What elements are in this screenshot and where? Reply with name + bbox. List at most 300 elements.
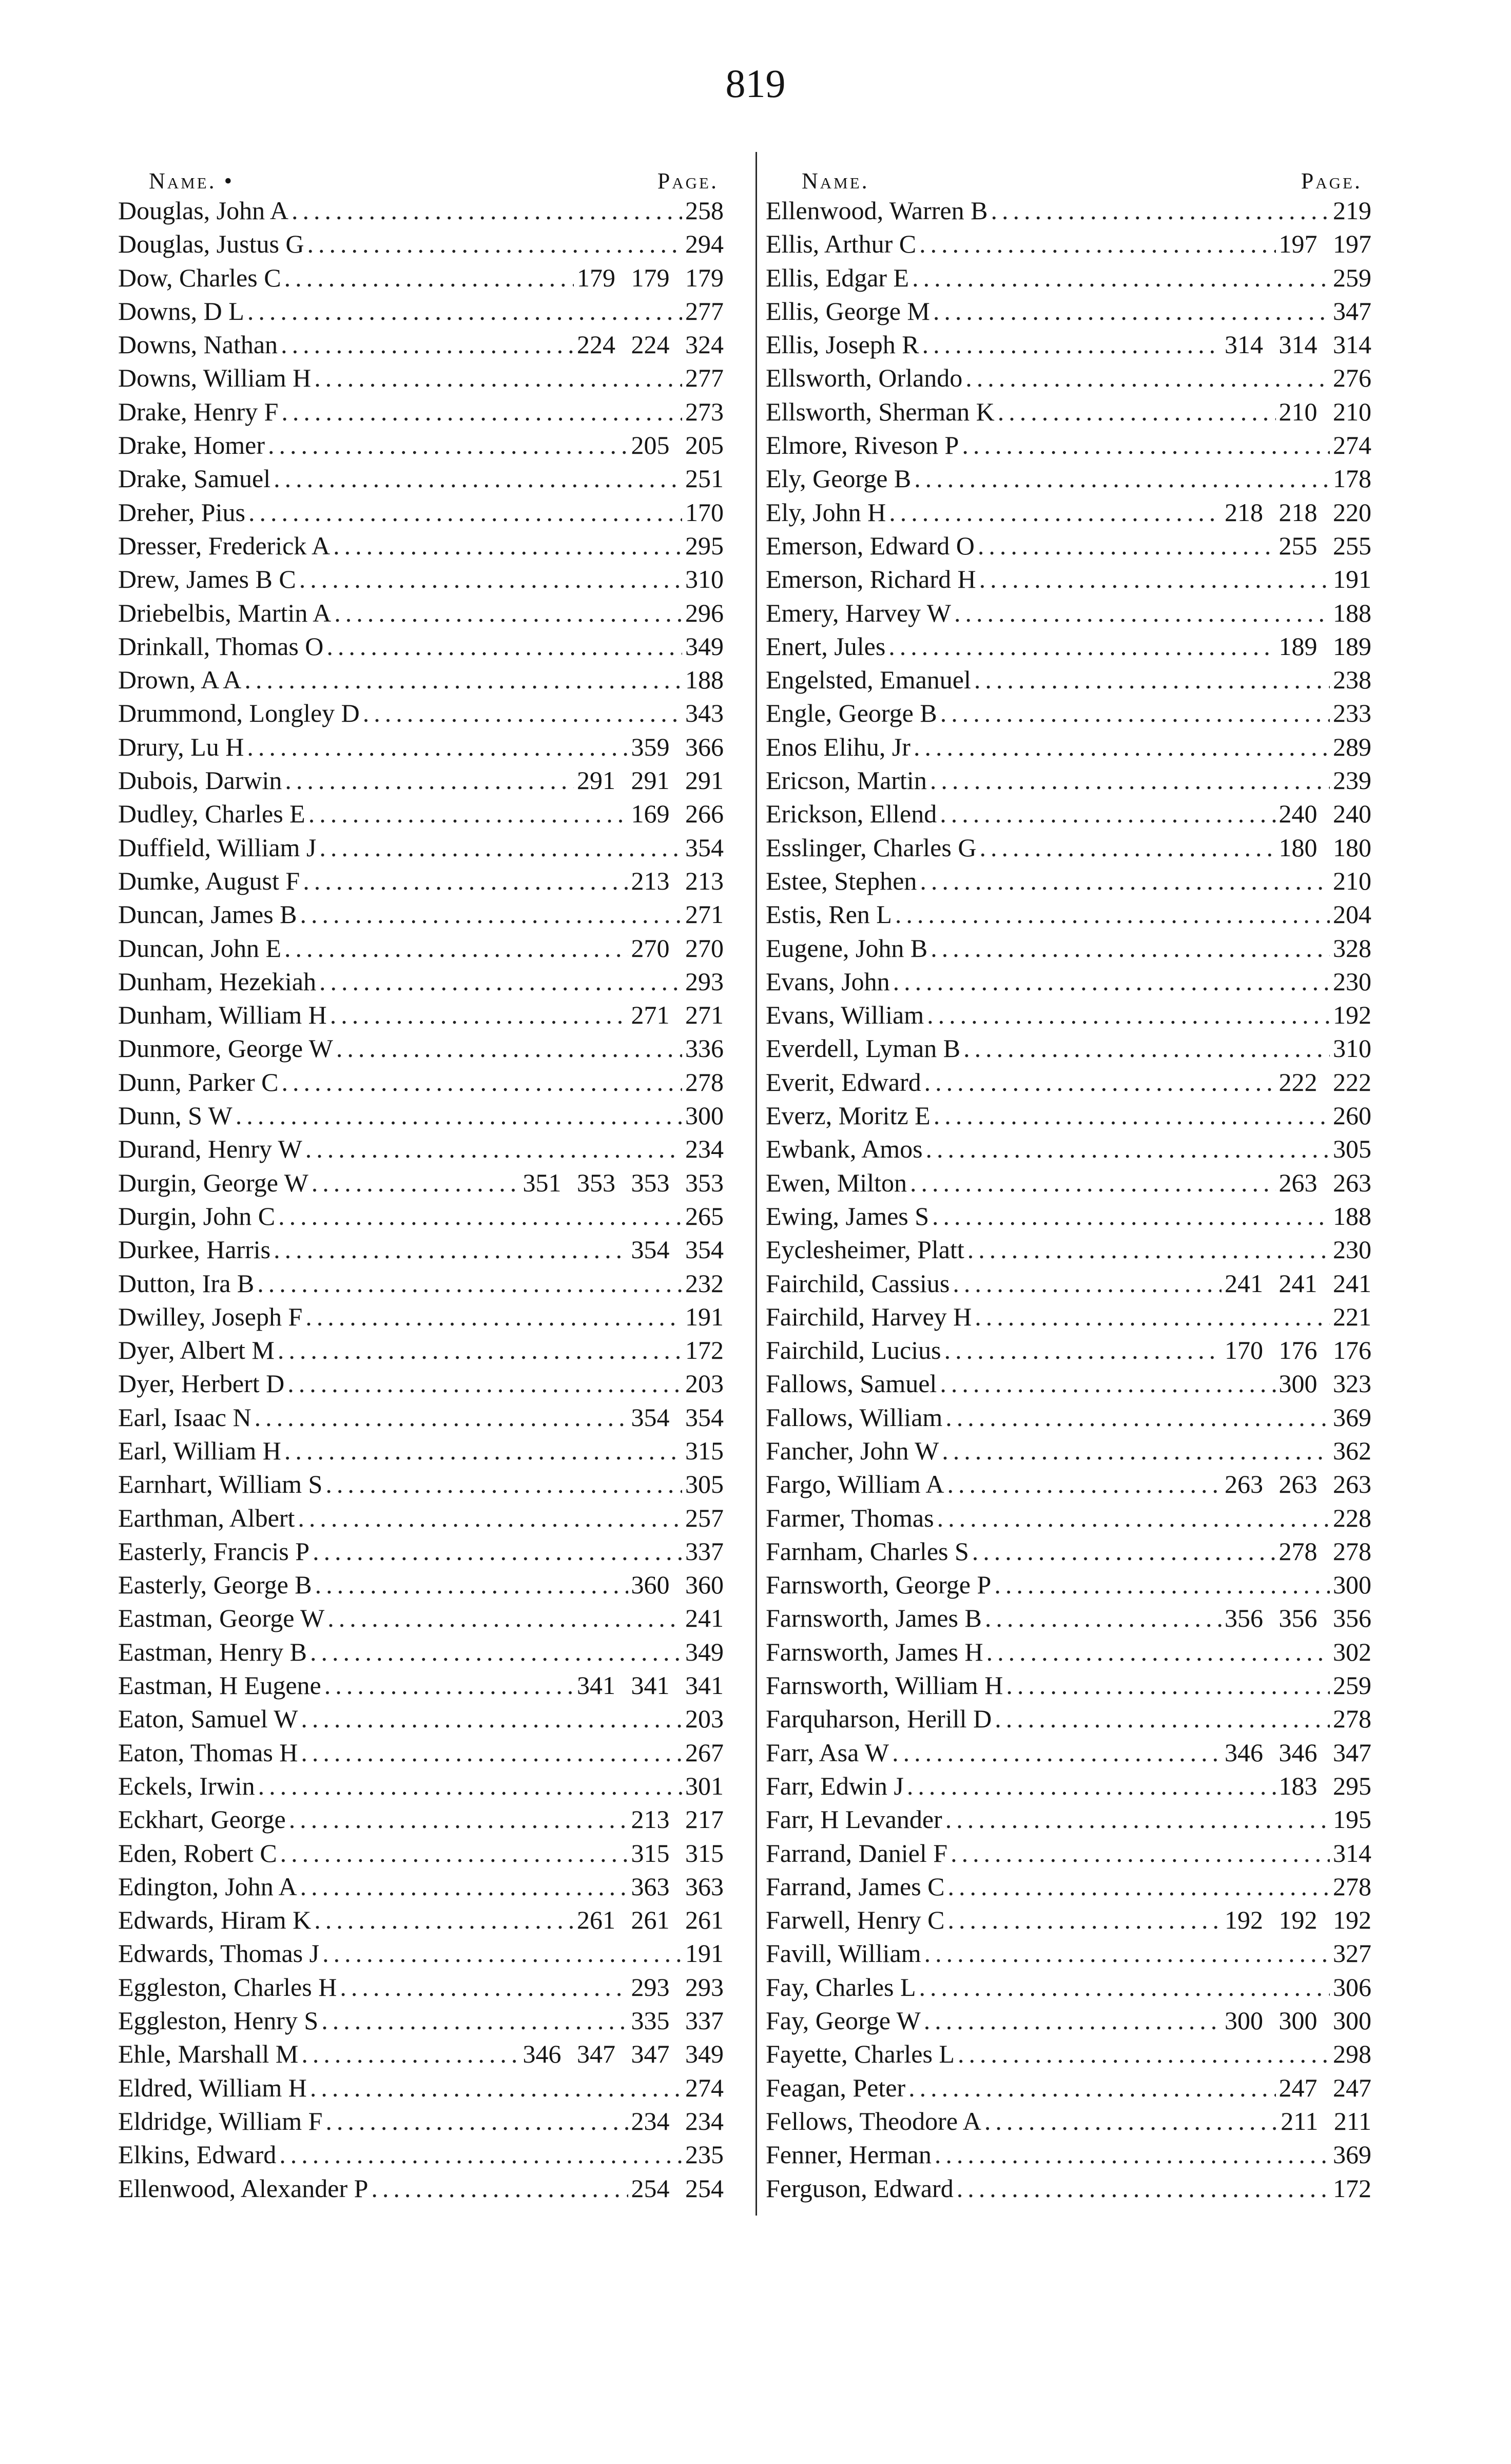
entry-pages: 354 354 bbox=[631, 1402, 724, 1432]
entry-pages: 337 bbox=[685, 1536, 724, 1566]
index-entry bbox=[766, 797, 1371, 831]
entry-pages: 356 356 356 bbox=[1225, 1604, 1371, 1633]
index-entry bbox=[766, 295, 1371, 328]
index-entry bbox=[118, 1132, 724, 1166]
dot-leader bbox=[995, 1702, 1330, 1736]
dot-leader bbox=[908, 2071, 1275, 2105]
dot-leader bbox=[285, 764, 574, 797]
entry-name: Farr, Edwin J bbox=[766, 1771, 904, 1800]
entry-name: Driebelbis, Martin A bbox=[118, 598, 332, 627]
dot-leader bbox=[965, 361, 1330, 395]
entry-name: Evans, William bbox=[766, 1000, 924, 1030]
index-entry bbox=[766, 1769, 1371, 1803]
dot-leader bbox=[932, 1200, 1330, 1233]
index-entry bbox=[766, 2037, 1371, 2071]
entry-name: Duffield, William J bbox=[118, 833, 317, 862]
entry-pages: 188 bbox=[1333, 598, 1371, 627]
entry-pages: 300 bbox=[685, 1101, 724, 1130]
dot-leader bbox=[363, 697, 682, 730]
entry-pages: 235 bbox=[685, 2140, 724, 2169]
page-number: 819 bbox=[725, 61, 786, 106]
index-entry bbox=[766, 1166, 1371, 1200]
entry-pages: 301 bbox=[685, 1771, 724, 1800]
dot-leader bbox=[948, 1903, 1222, 1937]
dot-leader bbox=[274, 462, 682, 495]
index-entry bbox=[766, 395, 1371, 429]
dot-leader bbox=[924, 2004, 1222, 2037]
dot-leader bbox=[327, 1602, 682, 1635]
entry-pages: 180 180 bbox=[1278, 833, 1371, 862]
dot-leader bbox=[281, 395, 682, 429]
entry-pages: 234 234 bbox=[631, 2106, 724, 2135]
entry-name: Dunn, Parker C bbox=[118, 1067, 279, 1096]
entry-name: Farrand, James C bbox=[766, 1872, 945, 1901]
name-header: Name. bbox=[802, 168, 869, 194]
entry-name: Emery, Harvey W bbox=[766, 598, 951, 627]
entry-name: Drown, A A bbox=[118, 665, 242, 695]
entry-name: Ellsworth, Orlando bbox=[766, 363, 963, 393]
entry-pages: 192 bbox=[1333, 1000, 1371, 1030]
entry-name: Feagan, Peter bbox=[766, 2073, 906, 2102]
index-entry bbox=[766, 529, 1371, 563]
entry-name: Ellenwood, Warren B bbox=[766, 196, 988, 225]
entry-name: Ferguson, Edward bbox=[766, 2173, 954, 2203]
entry-pages: 274 bbox=[1333, 431, 1371, 460]
entry-name: Farwell, Henry C bbox=[766, 1905, 945, 1935]
index-entry bbox=[766, 1870, 1371, 1903]
entry-name: Farrand, Daniel F bbox=[766, 1838, 948, 1868]
dot-leader bbox=[920, 864, 1330, 898]
dot-leader bbox=[236, 1099, 682, 1132]
dot-leader bbox=[281, 328, 574, 361]
entry-pages: 204 bbox=[1333, 900, 1371, 929]
entry-name: Durgin, George W bbox=[118, 1168, 308, 1197]
index-entry bbox=[766, 328, 1371, 361]
index-entry bbox=[766, 496, 1371, 529]
entry-pages: 170 bbox=[685, 497, 724, 527]
index-entry bbox=[118, 1099, 724, 1132]
index-entry bbox=[766, 630, 1371, 663]
dot-leader bbox=[307, 227, 682, 261]
entry-name: Ewing, James S bbox=[766, 1201, 929, 1230]
entry-name: Farquharson, Herill D bbox=[766, 1704, 992, 1734]
entry-pages: 354 354 bbox=[631, 1235, 724, 1264]
entry-name: Dutton, Ira B bbox=[118, 1268, 255, 1298]
index-entry bbox=[766, 2172, 1371, 2205]
entry-pages: 305 bbox=[1333, 1134, 1371, 1164]
dot-leader bbox=[940, 1367, 1275, 1400]
index-entry bbox=[766, 596, 1371, 630]
entry-name: Dunmore, George W bbox=[118, 1034, 333, 1063]
index-entry bbox=[118, 529, 724, 563]
index-entry bbox=[766, 2071, 1371, 2105]
entry-name: Dresser, Frederick A bbox=[118, 531, 331, 560]
entry-name: Eldridge, William F bbox=[118, 2106, 323, 2135]
entry-pages: 251 bbox=[685, 464, 724, 493]
index-entry bbox=[118, 328, 724, 361]
index-entry bbox=[118, 261, 724, 295]
dot-leader bbox=[919, 227, 1275, 261]
entry-name: Eckhart, George bbox=[118, 1805, 286, 1834]
entry-pages: 306 bbox=[1333, 1972, 1371, 2001]
entry-pages: 346 347 347 349 bbox=[522, 2039, 724, 2069]
index-entry bbox=[766, 2138, 1371, 2171]
entry-pages: 240 240 bbox=[1278, 799, 1371, 829]
page-header: Page. bbox=[657, 168, 719, 194]
dot-leader bbox=[305, 1300, 682, 1334]
entry-name: Douglas, John A bbox=[118, 196, 288, 225]
entry-name: Dyer, Herbert D bbox=[118, 1369, 285, 1398]
dot-leader bbox=[301, 2037, 519, 2071]
entry-name: Ellis, Edgar E bbox=[766, 263, 909, 292]
index-entry bbox=[766, 1434, 1371, 1468]
index-entry bbox=[118, 1267, 724, 1300]
entry-name: Emerson, Edward O bbox=[766, 531, 975, 560]
entry-pages: 232 bbox=[685, 1268, 724, 1298]
dot-leader bbox=[957, 2172, 1330, 2205]
dot-leader bbox=[308, 797, 628, 831]
entry-pages: 183 295 bbox=[1278, 1771, 1371, 1800]
entry-name: Downs, Nathan bbox=[118, 330, 278, 359]
dot-leader bbox=[934, 1099, 1330, 1132]
entry-pages: 170 176 176 bbox=[1225, 1336, 1371, 1365]
entry-name: Earthman, Albert bbox=[118, 1503, 295, 1532]
dot-leader bbox=[951, 1837, 1330, 1870]
index-entry bbox=[766, 563, 1371, 596]
index-entry bbox=[118, 730, 724, 764]
index-entry bbox=[766, 1568, 1371, 1602]
dot-leader bbox=[287, 1367, 682, 1400]
index-entry bbox=[766, 1669, 1371, 1702]
entry-pages: 265 bbox=[685, 1201, 724, 1230]
dot-leader bbox=[998, 395, 1276, 429]
index-entry bbox=[766, 1200, 1371, 1233]
index-entry bbox=[118, 2004, 724, 2037]
entry-name: Dumke, August F bbox=[118, 866, 300, 895]
entry-name: Fairchild, Cassius bbox=[766, 1268, 950, 1298]
entry-pages: 188 bbox=[1333, 1201, 1371, 1230]
entry-name: Farnsworth, James B bbox=[766, 1604, 982, 1633]
index-entry bbox=[766, 1267, 1371, 1300]
entry-list bbox=[766, 194, 1371, 2205]
entry-name: Eastman, H Eugene bbox=[118, 1671, 321, 1700]
entry-name: Eden, Robert C bbox=[118, 1838, 277, 1868]
dot-leader bbox=[248, 496, 682, 529]
index-entry bbox=[118, 295, 724, 328]
entry-pages: 298 bbox=[1333, 2039, 1371, 2069]
dot-leader bbox=[371, 2172, 628, 2205]
index-entry bbox=[766, 1401, 1371, 1434]
entry-name: Eckels, Irwin bbox=[118, 1771, 255, 1800]
index-entry bbox=[118, 1334, 724, 1367]
entry-name: Farnsworth, James H bbox=[766, 1637, 983, 1666]
entry-pages: 169 266 bbox=[631, 799, 724, 829]
index-entry bbox=[118, 932, 724, 965]
index-entry bbox=[118, 1502, 724, 1535]
entry-name: Engle, George B bbox=[766, 699, 937, 728]
entry-name: Earl, Isaac N bbox=[118, 1402, 251, 1432]
dot-leader bbox=[333, 529, 682, 563]
entry-name: Fayette, Charles L bbox=[766, 2039, 955, 2069]
entry-pages: 278 bbox=[1333, 1704, 1371, 1734]
entry-name: Elmore, Riveson P bbox=[766, 431, 959, 460]
index-entry bbox=[766, 998, 1371, 1032]
entry-name: Eyclesheimer, Platt bbox=[766, 1235, 964, 1264]
index-entry bbox=[118, 395, 724, 429]
index-entry bbox=[766, 2105, 1371, 2138]
entry-pages: 254 254 bbox=[631, 2173, 724, 2203]
entry-pages: 267 bbox=[685, 1738, 724, 1767]
entry-pages: 346 346 347 bbox=[1225, 1738, 1371, 1767]
index-entry bbox=[118, 2138, 724, 2171]
dot-leader bbox=[300, 898, 682, 931]
entry-pages: 362 bbox=[1333, 1436, 1371, 1465]
entry-name: Drake, Samuel bbox=[118, 464, 271, 493]
entry-pages: 210 bbox=[1333, 866, 1371, 895]
entry-name: Eaton, Samuel W bbox=[118, 1704, 298, 1734]
dot-leader bbox=[933, 295, 1330, 328]
entry-name: Edwards, Hiram K bbox=[118, 1905, 312, 1935]
entry-name: Dwilley, Joseph F bbox=[118, 1302, 303, 1331]
entry-name: Farr, Asa W bbox=[766, 1738, 889, 1767]
index-entry bbox=[766, 1334, 1371, 1367]
entry-name: Drummond, Longley D bbox=[118, 699, 360, 728]
entry-name: Eugene, John B bbox=[766, 933, 928, 962]
index-entry bbox=[766, 697, 1371, 730]
entry-name: Dreher, Pius bbox=[118, 497, 245, 527]
index-entry bbox=[766, 194, 1371, 227]
entry-pages: 369 bbox=[1333, 1402, 1371, 1432]
entry-name: Drinkall, Thomas O bbox=[118, 631, 324, 661]
entry-pages: 192 192 192 bbox=[1225, 1905, 1371, 1935]
entry-pages: 343 bbox=[685, 699, 724, 728]
entry-name: Farnham, Charles S bbox=[766, 1536, 969, 1566]
entry-pages: 327 bbox=[1333, 1939, 1371, 1968]
dot-leader bbox=[985, 1602, 1222, 1635]
index-entry bbox=[118, 663, 724, 697]
index-entry bbox=[118, 1066, 724, 1099]
dot-leader bbox=[244, 663, 682, 697]
dot-leader bbox=[292, 194, 682, 227]
entry-name: Elkins, Edward bbox=[118, 2140, 277, 2169]
index-entry bbox=[118, 1233, 724, 1266]
index-entry bbox=[118, 563, 724, 596]
entry-pages: 230 bbox=[1333, 1235, 1371, 1264]
entry-pages: 203 bbox=[685, 1704, 724, 1734]
entry-pages: 277 bbox=[685, 363, 724, 393]
entry-pages: 234 bbox=[685, 1134, 724, 1164]
entry-pages: 263 263 263 bbox=[1225, 1470, 1371, 1499]
dot-leader bbox=[289, 1803, 628, 1836]
index-entry bbox=[118, 2172, 724, 2205]
entry-pages: 278 bbox=[1333, 1872, 1371, 1901]
dot-leader bbox=[321, 2004, 628, 2037]
dot-leader bbox=[330, 998, 628, 1032]
index-entry bbox=[118, 697, 724, 730]
index-entry bbox=[118, 998, 724, 1032]
dot-leader bbox=[268, 429, 628, 462]
index-entry bbox=[766, 663, 1371, 697]
index-entry bbox=[766, 1903, 1371, 1937]
dot-leader bbox=[301, 1702, 682, 1736]
entry-pages: 239 bbox=[1333, 766, 1371, 795]
index-entry bbox=[766, 1132, 1371, 1166]
index-entry bbox=[118, 462, 724, 495]
index-entry bbox=[118, 1837, 724, 1870]
dot-leader bbox=[895, 898, 1330, 931]
entry-pages: 328 bbox=[1333, 933, 1371, 962]
entry-pages: 241 241 241 bbox=[1225, 1268, 1371, 1298]
entry-pages: 314 314 314 bbox=[1225, 330, 1371, 359]
entry-pages: 300 300 300 bbox=[1225, 2006, 1371, 2035]
entry-pages: 305 bbox=[685, 1470, 724, 1499]
index-entry bbox=[766, 764, 1371, 797]
column-divider bbox=[756, 152, 757, 2216]
entry-name: Ely, George B bbox=[766, 464, 912, 493]
dot-leader bbox=[924, 1937, 1330, 1970]
entry-pages: 341 341 341 bbox=[577, 1671, 724, 1700]
dot-leader bbox=[962, 429, 1330, 462]
entry-pages: 233 bbox=[1333, 699, 1371, 728]
index-entry bbox=[118, 1736, 724, 1769]
dot-leader bbox=[325, 2105, 628, 2138]
dot-leader bbox=[893, 965, 1330, 998]
dot-leader bbox=[247, 295, 682, 328]
dot-leader bbox=[310, 1635, 682, 1669]
entry-list bbox=[118, 194, 724, 2205]
entry-pages: 259 bbox=[1333, 263, 1371, 292]
entry-pages: 224 224 324 bbox=[577, 330, 724, 359]
dot-leader bbox=[255, 1401, 628, 1434]
entry-pages: 310 bbox=[685, 565, 724, 594]
entry-name: Duncan, John E bbox=[118, 933, 281, 962]
entry-pages: 255 255 bbox=[1278, 531, 1371, 560]
entry-pages: 178 bbox=[1333, 464, 1371, 493]
dot-leader bbox=[300, 1870, 628, 1903]
dot-leader bbox=[314, 361, 682, 395]
index-entry bbox=[118, 1401, 724, 1434]
entry-name: Farnsworth, William H bbox=[766, 1671, 1003, 1700]
index-entry bbox=[766, 429, 1371, 462]
dot-leader bbox=[979, 563, 1330, 596]
dot-leader bbox=[257, 1267, 682, 1300]
index-entry bbox=[766, 462, 1371, 495]
entry-name: Dudley, Charles E bbox=[118, 799, 305, 829]
entry-name: Eastman, George W bbox=[118, 1604, 325, 1633]
entry-name: Easterly, George B bbox=[118, 1570, 312, 1600]
entry-pages: 179 179 179 bbox=[577, 263, 724, 292]
entry-name: Ellis, George M bbox=[766, 296, 930, 325]
dot-leader bbox=[301, 1736, 682, 1769]
dot-leader bbox=[924, 1066, 1276, 1099]
entry-pages: 300 323 bbox=[1278, 1369, 1371, 1398]
entry-pages: 222 222 bbox=[1278, 1067, 1371, 1096]
entry-name: Erickson, Ellend bbox=[766, 799, 937, 829]
entry-pages: 260 bbox=[1333, 1101, 1371, 1130]
index-entry bbox=[766, 227, 1371, 261]
index-entry bbox=[118, 1602, 724, 1635]
entry-pages: 363 363 bbox=[631, 1872, 724, 1901]
dot-leader bbox=[945, 1803, 1330, 1836]
entry-pages: 219 bbox=[1333, 196, 1371, 225]
entry-name: Eggleston, Charles H bbox=[118, 1972, 337, 2001]
dot-leader bbox=[972, 1535, 1276, 1568]
index-entry bbox=[766, 261, 1371, 295]
entry-pages: 218 218 220 bbox=[1225, 497, 1371, 527]
index-entry bbox=[118, 227, 724, 261]
dot-leader bbox=[278, 1200, 682, 1233]
entry-pages: 172 bbox=[1333, 2173, 1371, 2203]
entry-name: Downs, D L bbox=[118, 296, 244, 325]
index-entry bbox=[118, 1300, 724, 1334]
dot-leader bbox=[322, 1937, 682, 1970]
entry-name: Durkee, Harris bbox=[118, 1235, 271, 1264]
index-entry bbox=[118, 1568, 724, 1602]
entry-name: Fallows, Samuel bbox=[766, 1369, 937, 1398]
dot-leader bbox=[975, 1300, 1330, 1334]
entry-pages: 278 278 bbox=[1278, 1536, 1371, 1566]
entry-name: Ellis, Arthur C bbox=[766, 229, 917, 259]
entry-pages: 191 bbox=[685, 1302, 724, 1331]
entry-pages: 278 bbox=[685, 1067, 724, 1096]
entry-pages: 359 366 bbox=[631, 732, 724, 761]
index-entry bbox=[118, 965, 724, 998]
index-entry bbox=[118, 2071, 724, 2105]
index-entry bbox=[766, 1635, 1371, 1669]
index-column-right bbox=[766, 154, 1371, 2205]
index-entry bbox=[118, 1702, 724, 1736]
entry-name: Dubois, Darwin bbox=[118, 766, 282, 795]
dot-leader bbox=[334, 596, 682, 630]
dot-leader bbox=[919, 1971, 1330, 2004]
entry-name: Earl, William H bbox=[118, 1436, 281, 1465]
index-entry bbox=[118, 2037, 724, 2071]
entry-name: Durand, Henry W bbox=[118, 1134, 302, 1164]
entry-name: Easterly, Francis P bbox=[118, 1536, 310, 1566]
entry-pages: 314 bbox=[1333, 1838, 1371, 1868]
entry-name: Fairchild, Lucius bbox=[766, 1336, 941, 1365]
entry-pages: 259 bbox=[1333, 1671, 1371, 1700]
entry-name: Downs, William H bbox=[118, 363, 312, 393]
entry-name: Dunn, S W bbox=[118, 1101, 233, 1130]
dot-leader bbox=[912, 261, 1330, 295]
index-entry bbox=[766, 898, 1371, 931]
entry-name: Drake, Henry F bbox=[118, 397, 279, 426]
entry-name: Duncan, James B bbox=[118, 900, 297, 929]
entry-name: Fay, George W bbox=[766, 2006, 921, 2035]
entry-pages: 195 bbox=[1333, 1805, 1371, 1834]
dot-leader bbox=[984, 2105, 1277, 2138]
entry-pages: 293 293 bbox=[631, 1972, 724, 2001]
dot-leader bbox=[278, 1334, 682, 1367]
entry-name: Ellis, Joseph R bbox=[766, 330, 919, 359]
dot-leader bbox=[324, 1669, 574, 1702]
entry-pages: 302 bbox=[1333, 1637, 1371, 1666]
entry-pages: 228 bbox=[1333, 1503, 1371, 1532]
entry-pages: 270 270 bbox=[631, 933, 724, 962]
entry-name: Everdell, Lyman B bbox=[766, 1034, 961, 1063]
dot-leader bbox=[974, 663, 1330, 697]
entry-name: Fargo, William A bbox=[766, 1470, 944, 1499]
entry-name: Drury, Lu H bbox=[118, 732, 244, 761]
index-entry bbox=[118, 1769, 724, 1803]
entry-pages: 300 bbox=[1333, 1570, 1371, 1600]
dot-leader bbox=[986, 1635, 1330, 1669]
dot-leader bbox=[940, 697, 1330, 730]
dot-leader bbox=[930, 764, 1330, 797]
entry-name: Eaton, Thomas H bbox=[118, 1738, 298, 1767]
index-entry bbox=[766, 730, 1371, 764]
